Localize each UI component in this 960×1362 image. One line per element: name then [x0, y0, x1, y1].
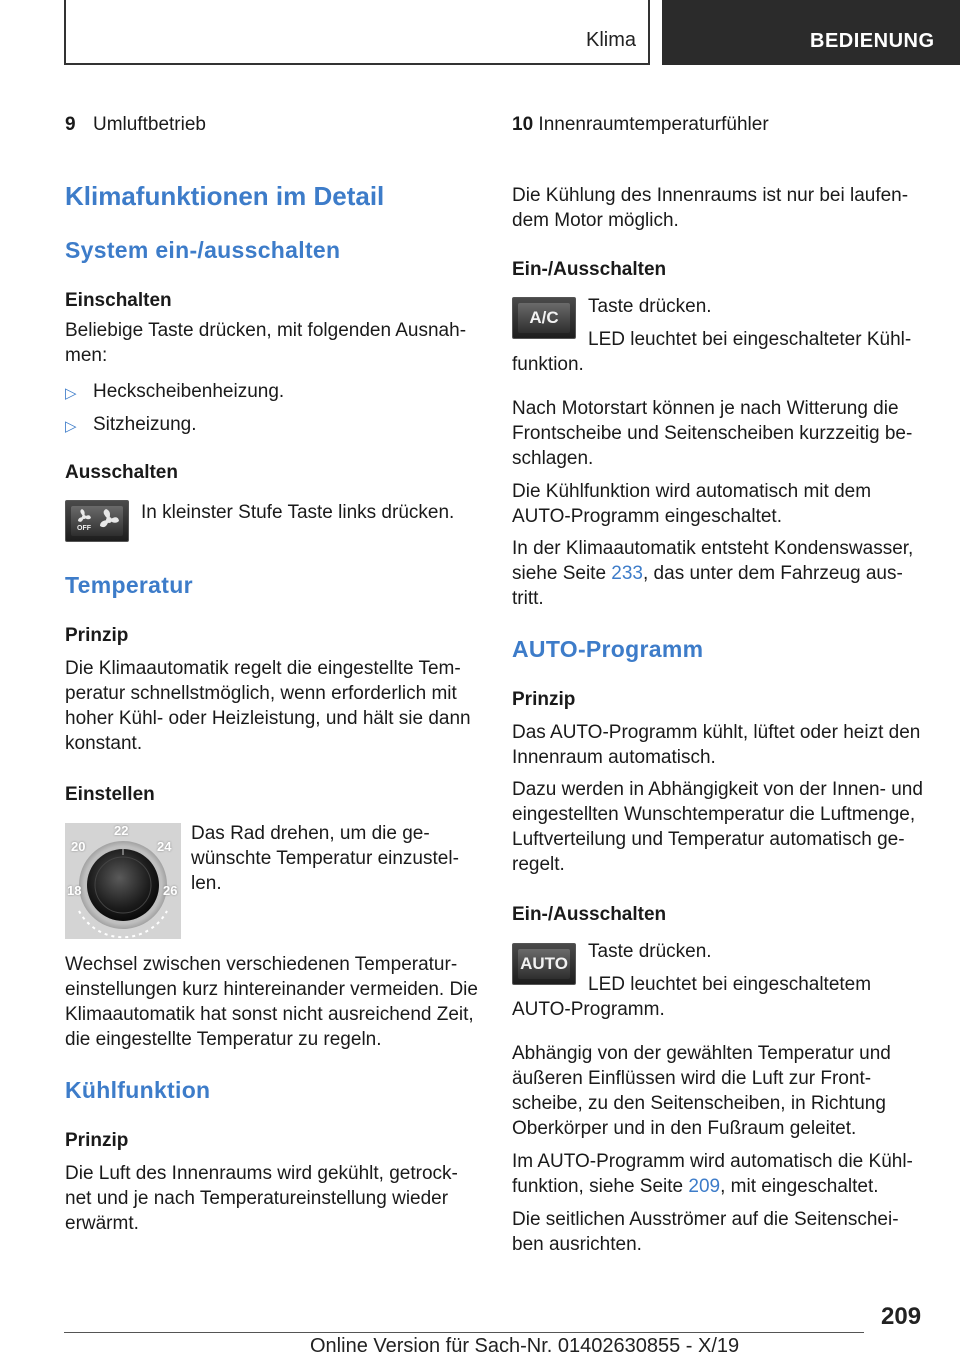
subheading-prinzip: Prinzip	[65, 625, 129, 646]
kondens-text: , das unter dem Fahrzeug aus-	[643, 563, 903, 584]
ac-button-image	[512, 297, 576, 339]
einstellen-text-line: Das Rad drehen, um die ge-	[191, 823, 430, 844]
list-item-10	[512, 112, 769, 138]
kondens-text: siehe Seite	[512, 563, 612, 584]
bullet-text: Heckscheibenheizung.	[93, 381, 285, 402]
section-heading-auto-programm: AUTO-Programm	[512, 636, 704, 662]
header-section-title: Klima	[586, 29, 637, 51]
einstellen-text-line: wünschte Temperatur einzustel-	[191, 848, 459, 869]
item-label: Umluftbetrieb	[93, 114, 206, 135]
motor-text-line: Frontscheibe und Seitenscheiben kurzzeitig be-	[512, 423, 913, 444]
item-number: 10	[512, 114, 534, 135]
kuehl-text-line: erwärmt.	[65, 1213, 139, 1234]
subheading-prinzip: Prinzip	[512, 689, 576, 710]
auto-btn-text-line-2: LED leuchtet bei eingeschaltetem	[588, 974, 872, 995]
page-title: Klimafunktionen im Detail	[65, 181, 385, 211]
subheading-ein-ausschalten: Ein-/Ausschalten	[512, 904, 667, 925]
abh-text-line: äußeren Einflüssen wird die Luft zur Front-	[512, 1068, 872, 1089]
section-heading-temperatur: Temperatur	[65, 572, 193, 598]
dial-label: 22	[114, 823, 129, 838]
subheading-einstellen: Einstellen	[65, 784, 155, 805]
dial-label: 18	[67, 883, 82, 898]
temp-text-line: peratur schnellstmöglich, wenn erforderlich mit	[65, 683, 457, 704]
auto-btn-text-line-1: Taste drücken.	[588, 941, 712, 962]
ac-text-line-2: LED leuchtet bei eingeschalteter Kühl-	[588, 329, 912, 350]
kuehlfunktion-text-line: Die Kühlfunktion wird automatisch mit dem	[512, 481, 872, 502]
im-auto-text-line-2	[512, 1174, 879, 1200]
ac-text-line-3: funktion.	[512, 354, 584, 375]
ac-text-line-1: Taste drücken.	[588, 296, 712, 317]
kuehlung-text-line: dem Motor möglich.	[512, 210, 679, 231]
wechsel-text-line: Klimaautomatik hat sonst nicht ausreichend Zeit,	[65, 1004, 474, 1025]
wechsel-text-line: die eingestellte Temperatur zu regeln.	[65, 1029, 382, 1050]
einschalten-text-line-1: Beliebige Taste drücken, mit folgenden Ausnah-	[65, 320, 467, 341]
section-heading-system: System ein-/ausschalten	[65, 237, 341, 263]
footer-divider	[64, 1332, 864, 1333]
page-link-209[interactable]: 209	[688, 1176, 721, 1197]
temp-text-line: konstant.	[65, 733, 143, 754]
kuehlfunktion-text-line: AUTO-Programm eingeschaltet.	[512, 506, 782, 527]
bullet-triangle-icon: ▷	[65, 385, 77, 402]
abh-text-line: Abhängig von der gewählten Temperatur und	[512, 1043, 891, 1064]
kuehlung-text-line: Die Kühlung des Innenraums ist nur bei laufen-	[512, 185, 909, 206]
ac-button-label: A/C	[518, 303, 570, 333]
kondens-text-line-1: In der Klimaautomatik entsteht Kondenswasser,	[512, 538, 914, 559]
auto-text-line: Das AUTO-Programm kühlt, lüftet oder heizt den	[512, 722, 921, 743]
header-chapter-title: BEDIENUNG	[810, 30, 935, 52]
motor-text-line: Nach Motorstart können je nach Witterung die	[512, 398, 899, 419]
section-heading-kuehlfunktion: Kühlfunktion	[65, 1077, 211, 1103]
kuehl-text-line: net und je nach Temperatureinstellung wieder	[65, 1188, 449, 1209]
auto-text-line: Innenraum automatisch.	[512, 747, 716, 768]
dial-label: 26	[163, 883, 178, 898]
header-frame	[64, 0, 650, 65]
item-number: 9	[65, 114, 76, 135]
item-label: Innenraumtemperaturfühler	[538, 114, 769, 135]
seit-text-line: ben ausrichten.	[512, 1234, 642, 1255]
dazu-text-line: regelt.	[512, 854, 565, 875]
kuehl-text-line: Die Luft des Innenraums wird gekühlt, getrock-	[65, 1163, 458, 1184]
dazu-text-line: Dazu werden in Abhängigkeit von der Innen- und	[512, 779, 923, 800]
page-link-233[interactable]: 233	[611, 563, 643, 584]
abh-text-line: Oberkörper und in den Fußraum geleitet.	[512, 1118, 857, 1139]
seit-text-line: Die seitlichen Ausströmer auf die Seitenschei-	[512, 1209, 899, 1230]
subheading-einschalten: Einschalten	[65, 290, 172, 311]
dial-label: 24	[157, 839, 172, 854]
fan-off-button-image	[65, 500, 129, 542]
footer-online-version: Online Version für Sach-Nr. 01402630855 - X/19	[310, 1335, 740, 1357]
abh-text-line: scheibe, zu den Seitenscheiben, in Richtung	[512, 1093, 886, 1114]
wechsel-text-line: Wechsel zwischen verschiedenen Temperatur-	[65, 954, 458, 975]
einschalten-text-line-2: men:	[65, 345, 108, 366]
bullet-text: Sitzheizung.	[93, 414, 197, 435]
einstellen-text-line: len.	[191, 873, 222, 894]
im-auto-text: , mit eingeschaltet.	[720, 1176, 879, 1197]
auto-button-label: AUTO	[518, 949, 570, 979]
bullet-triangle-icon: ▷	[65, 418, 77, 435]
subheading-prinzip: Prinzip	[65, 1130, 129, 1151]
kondens-text-line-2	[512, 561, 903, 587]
fan-off-label: OFF	[77, 525, 91, 532]
auto-button-image	[512, 943, 576, 985]
list-item-9	[65, 112, 206, 138]
temp-text-line: Die Klimaautomatik regelt die eingestellte Tem-	[65, 658, 461, 679]
temp-text-line: hoher Kühl- oder Heizleistung, und hält sie dann	[65, 708, 471, 729]
auto-btn-text-line-3: AUTO-Programm.	[512, 999, 665, 1020]
motor-text-line: schlagen.	[512, 448, 594, 469]
subheading-ausschalten: Ausschalten	[65, 462, 178, 483]
subheading-ein-ausschalten: Ein-/Ausschalten	[512, 259, 667, 280]
dazu-text-line: eingestellten Wunschtemperatur die Luftmenge,	[512, 804, 916, 825]
dazu-text-line: Luftverteilung und Temperatur automatisch ge-	[512, 829, 905, 850]
im-auto-text: funktion, siehe Seite	[512, 1176, 689, 1197]
temperature-dial-image	[65, 823, 181, 939]
ausschalten-text: In kleinster Stufe Taste links drücken.	[141, 502, 455, 523]
page-number: 209	[881, 1303, 922, 1330]
dial-label: 20	[71, 839, 86, 854]
kondens-text-line-3: tritt.	[512, 588, 544, 609]
wechsel-text-line: einstellungen kurz hintereinander vermeiden. Die	[65, 979, 478, 1000]
im-auto-text-line-1: Im AUTO-Programm wird automatisch die Kühl-	[512, 1151, 913, 1172]
